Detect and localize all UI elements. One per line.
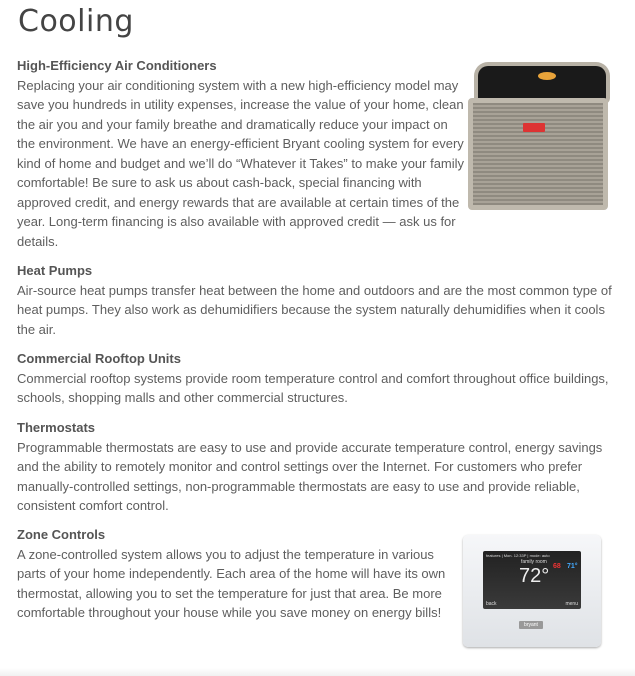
bottom-divider (0, 668, 635, 676)
section-text: A zone-controlled system allows you to adjust the temperature in various parts of your home independently. Each area of the home will have its own thermostat, allowing you to set the temperature for just that area. Be more comfortable throughout your house while you save money on energy bills! (17, 546, 446, 620)
bryant-logo-icon (523, 123, 545, 132)
section-heading: Heat Pumps (17, 263, 93, 278)
thermostat-status-bar: features | Mon. 12:33P | mode: auto (486, 553, 550, 558)
page-title: Cooling (18, 4, 134, 39)
section-thermostats (17, 418, 617, 516)
section-air-conditioners (17, 56, 467, 251)
thermostat-temperature: 72° (519, 565, 550, 587)
section-heading: High-Efficiency Air Conditioners (17, 58, 217, 73)
thermostat-heat-setpoint: 68 (553, 563, 561, 570)
section-heading: Thermostats (17, 420, 96, 435)
thermostat-menu-label: menu (565, 601, 578, 607)
thermostat-back-label: back (486, 601, 497, 607)
section-text: Commercial rooftop systems provide room temperature control and comfort throughout office buildings, schools, shopping malls and other commercial structures. (17, 370, 609, 405)
section-text: Programmable thermostats are easy to use and provide accurate temperature control, energy savings and the ability to remotely monitor and control settings over the Internet. For customers who prefer manually-controlled settings, non-programmable thermostats are easy to use and provide reliable, consistent comfort control. (17, 439, 603, 513)
air-conditioner-image (468, 60, 608, 212)
thermostat-brand: bryant (519, 621, 543, 629)
section-zone-controls (17, 525, 457, 623)
ac-badge-icon (538, 72, 556, 80)
thermostat-room: family room (521, 559, 547, 565)
section-commercial-rooftop (17, 349, 617, 408)
section-heading: Commercial Rooftop Units (17, 351, 181, 366)
section-heading: Zone Controls (17, 527, 106, 542)
section-text: Air-source heat pumps transfer heat between the home and outdoors and are the most common type of heat pumps. They also work as dehumidifiers because the system naturally dehumidifies when it cools the air. (17, 282, 612, 337)
section-text: Replacing your air conditioning system with a new high-efficiency model may save you hundreds in utility expenses, increase the value of your home, clean the air you and your family breathe and dramatically reduce your impact on the environment. We have an energy-efficient Bryant cooling system for every kind of home and budget and we’ll do “Whatever it Takes” to make your family comfortable! Be sure to ask us about cash-back, special financing with approved credit, and energy rewards that are available at certain times of the year. Long-term financing is also available with approved credit — ask us for details. (17, 77, 465, 249)
thermostat-image (463, 535, 601, 647)
section-heat-pumps (17, 261, 617, 339)
thermostat-screen (483, 551, 581, 609)
ac-coil-body (468, 98, 608, 210)
thermostat-cool-setpoint: 71° (567, 563, 578, 570)
